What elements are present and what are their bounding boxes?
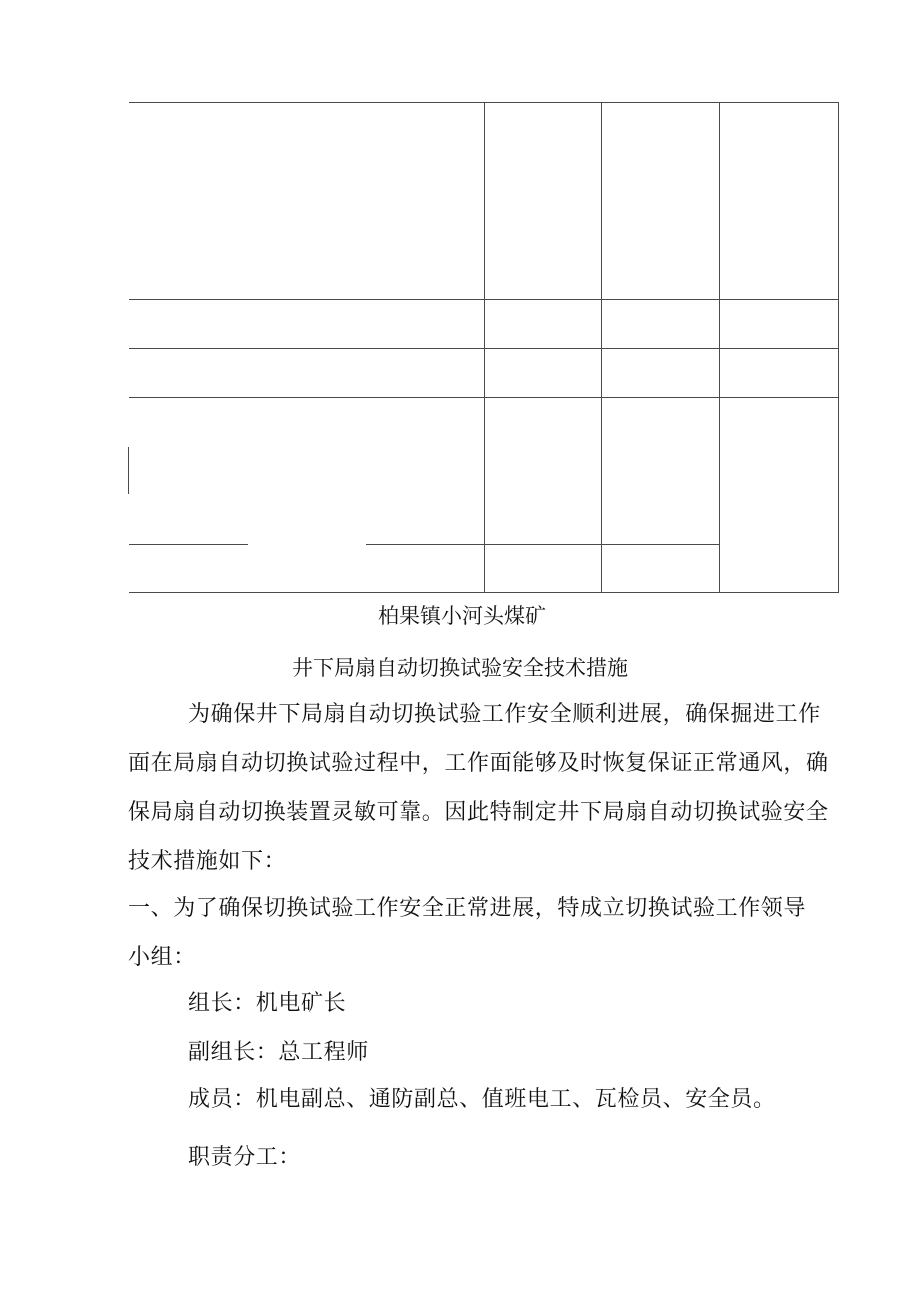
leader-line: 组长：机电矿长 <box>188 991 347 1016</box>
intro-line-4: 技术措施如下： <box>128 849 287 874</box>
table-col-divider-3 <box>719 102 720 593</box>
table-line-sub-left-a <box>129 544 248 545</box>
document-title: 井下局扇自动切换试验安全技术措施 <box>292 656 628 680</box>
table-col-divider-2 <box>601 102 602 593</box>
table-left-mark <box>128 447 129 494</box>
section1-line-1: 一、为了确保切换试验工作安全正常进展，特成立切换试验工作领导 <box>128 896 807 921</box>
company-title: 柏果镇小河头煤矿 <box>378 604 546 628</box>
table-line-sub-left-b <box>366 544 485 545</box>
intro-line-1: 为确保井下局扇自动切换试验工作安全顺利进展，确保掘进工作 <box>188 702 821 727</box>
table-col-right-edge <box>838 102 839 593</box>
intro-line-3: 保局扇自动切换装置灵敏可靠。因此特制定井下局扇自动切换试验安全 <box>128 800 829 825</box>
members-line: 成员：机电副总、通防副总、值班电工、瓦检员、安全员。 <box>188 1087 776 1112</box>
section1-line-2: 小组： <box>128 945 196 970</box>
duties-line: 职责分工： <box>188 1145 302 1170</box>
deputy-line: 副组长：总工程师 <box>188 1040 369 1065</box>
intro-line-2: 面在局扇自动切换试验过程中，工作面能够及时恢复保证正常通风，确 <box>128 751 829 776</box>
table-col-divider-1 <box>484 102 485 593</box>
